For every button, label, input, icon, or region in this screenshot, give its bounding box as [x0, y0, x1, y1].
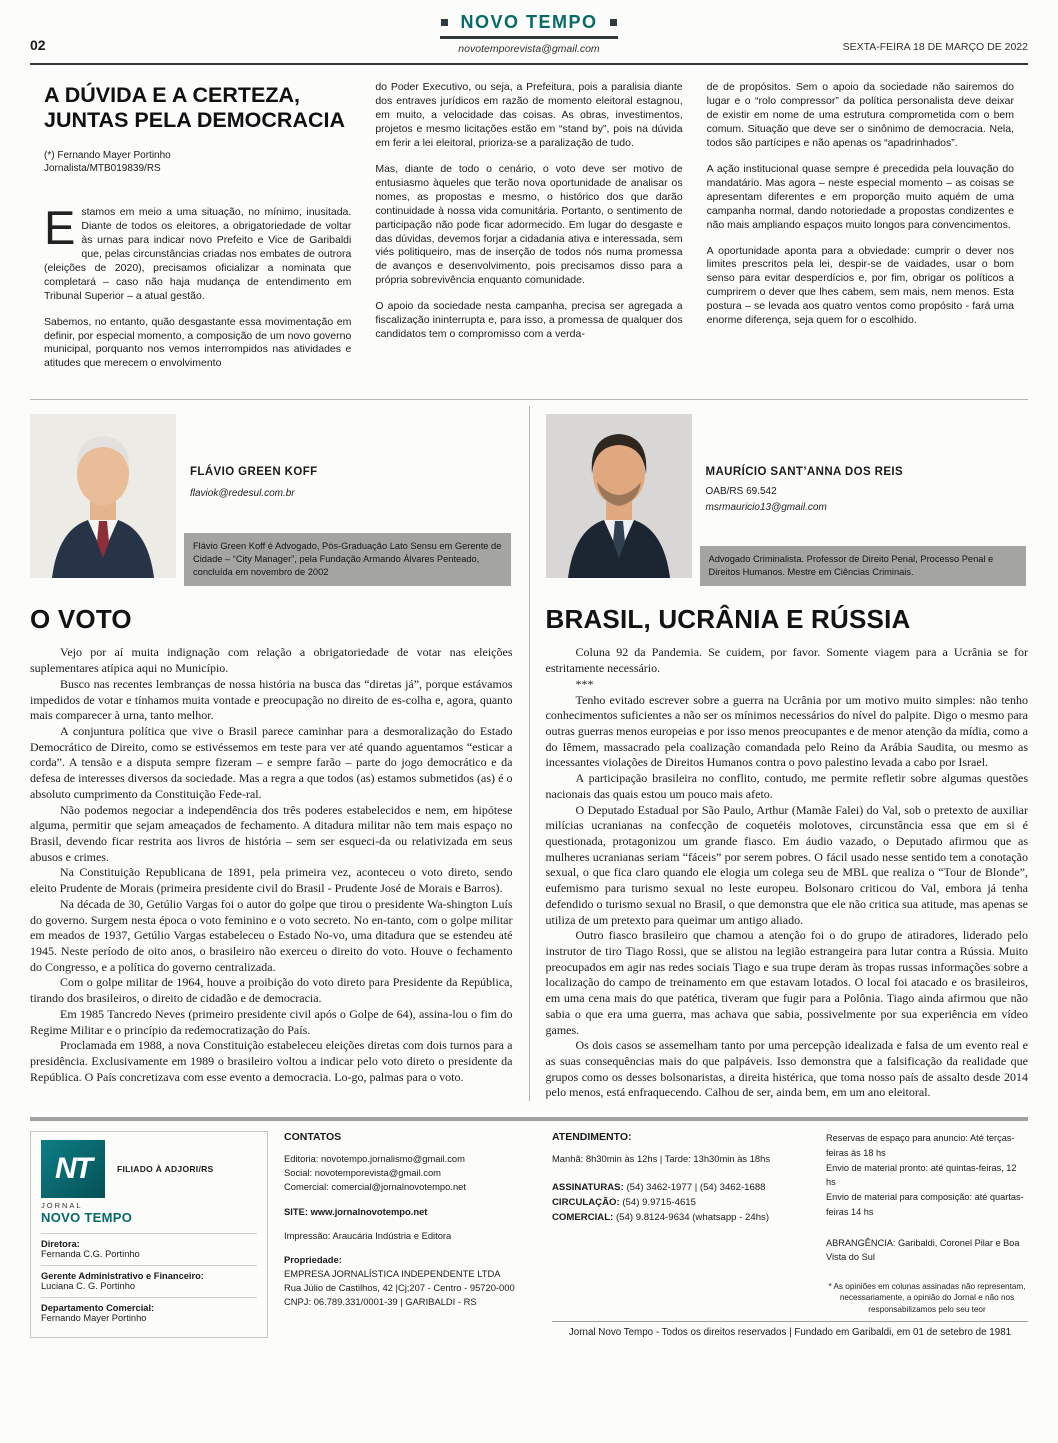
contact-line: Editoria: novotempo.jornalismo@gmail.com — [284, 1153, 465, 1165]
author-card-mauricio — [546, 410, 1029, 586]
logo-jornal-label: JORNAL — [41, 1201, 83, 1211]
footer-contatos — [284, 1131, 536, 1338]
lead-column-1 — [44, 81, 351, 383]
lead-article-title: A DÚVIDA E A CERTEZA, JUNTAS PELA DEMOCRACIA — [44, 83, 346, 132]
phone-value: (54) 3462-1977 | (54) 3462-1688 — [626, 1182, 766, 1194]
footer-masthead-block — [30, 1131, 268, 1338]
logo-caption — [41, 1201, 257, 1225]
voto-paragraph: Vejo por aí muita indignação com relação a obrigatoriedade de votar nas eleições suplementares atípica aqui no Município. — [30, 645, 513, 676]
author-name: MAURÍCIO SANT’ANNA DOS REIS — [705, 466, 904, 479]
brasil-paragraph: O Deputado Estadual por São Paulo, Arthur (Mamãe Falei) do Val, sob o pretexto de auxiliar milícias ucranianas na confecção de coquetéis molotoves, circunstância essa que em si é questionada, protagonizou um grande fiasco. Em áudio vazado, o Deputado afirmou que as mulheres ucranianas seriam “fáceis” por serem pobres. O fácil usado nesse sentido tem a conotação sexual, o que fica claro quando ele elogia um colega seu de MBL que realiza o “Tour de Blonde”, eufemismo para turismo sexual no leste europeu. Bolsonaro criticou do Val, embora já tenha defendido o turismo sexual no Brasil, o que demonstra que ele não critica sua atitude, mas apenas se utiliza de um pretexto para queimar um antigo aliado. — [545, 802, 1028, 927]
lead-paragraph: O apoio da sociedade nesta campanha, precisa ser agregada a fiscalização ininterrupta e, para isso, a promessa de qualquer dos candidatos tem o compromisso com a verda- — [375, 300, 683, 341]
staff-name: Fernando Mayer Portinho — [41, 1313, 147, 1324]
lead-paragraph: de de propósitos. Sem o apoio da sociedade não sairemos do lugar e o “rolo compressor” da política personalista deve deixar de existir em nome de uma estrutura comprometida com o bem comum. Situação que deve ser o sinônimo de democracia. Nela, todos são partícipes e não apenas os “apadrinhados”. — [706, 81, 1014, 149]
article-title-brasil: BRASIL, UCRÂNIA E RÚSSIA — [545, 604, 911, 635]
footer-atendimento — [552, 1131, 810, 1318]
propriedade-line: CNPJ: 06.789.331/0001-39 | GARIBALDI - RS — [284, 1296, 477, 1308]
lead-paragraph: A oportunidade aponta para a obviedade: cumprir o dever nos limites prescritos pela lei, despir-se de vaidades, usar o bom senso para evitar desperdícios e, por fim, obrigar os políticos a cumprirem o dever que lhes cabem, sem mais, nem menos. Esta postura – se levada aos quatro ventos como propósito - fará uma enorme diferença, seja quem for o escolhido. — [706, 244, 1014, 327]
lead-paragraph: do Poder Executivo, ou seja, a Prefeitura, pois a paralisia diante dos entraves jurídicos em razão de momento eleitoral estagnou, em muito, a velocidade das coisas. As obras, investimentos, projetos e mesmo licitações estão em “stand by”, pois na dúvida em ferir a lei eleitoral, prioriza-se a paralização de tudo. — [375, 81, 683, 149]
lead-paragraph: Mas, diante de todo o cenário, o voto deve ser motivo de entusiasmo àqueles que terão nova oportunidade de analisar os nomes, as propostas e mesmo, o histórico dos que darão continuidade à nossa vida comunitária. Portanto, o sentimento de participação não pode ficar adormecido. Em lugar do desgaste e das dúvidas, devemos forjar a cidadania ativa e interessada, sem viés politiqueiro, mas de inserção de todos nós numa promessa de avanços e desenvolvimento, pois precisamos disso para a própria sobrevivência enquanto comunidade. — [375, 162, 683, 287]
opinion-disclaimer: * As opiniões em colunas assinadas não representam, necessariamente, a opinião do Jornal e não nos responsabilizamos pelo seu teor — [828, 1281, 1026, 1314]
staff-entry — [41, 1297, 257, 1329]
staff-role: Gerente Administrativo e Financeiro: — [41, 1271, 204, 1282]
phone-label: CIRCULAÇÃO: — [552, 1197, 620, 1209]
masthead-dot-left-icon — [441, 19, 448, 26]
lead-byline-name: (*) Fernando Mayer Portinho — [44, 149, 171, 161]
article-brasil-body — [546, 645, 1029, 1101]
edition-date: SEXTA-FEIRA 18 DE MARÇO DE 2022 — [842, 41, 1028, 53]
phone-value: (54) 9.9715-4615 — [622, 1197, 696, 1209]
staff-role: Departamento Comercial: — [41, 1303, 155, 1314]
page-footer — [30, 1117, 1028, 1338]
lead-article — [30, 65, 1028, 400]
phone-label: ASSINATURAS: — [552, 1182, 624, 1194]
brasil-paragraph: Coluna 92 da Pandemia. Se cuidem, por favor. Somente viagem para a Ucrânia se for estritamente necessário. — [545, 645, 1028, 676]
author-card-flavio — [30, 410, 513, 586]
staff-role: Diretora: — [41, 1239, 80, 1250]
lead-byline — [44, 149, 351, 176]
voto-paragraph: Em 1985 Tancredo Neves (primeiro presidente civil após o Golpe de 64), assina-lou o fim do Regime Militar e o princípio da redemocratização do País. — [30, 1006, 513, 1037]
author-bio: Flávio Green Koff é Advogado, Pós-Graduação Lato Sensu em Gerente de Cidade – “City Manager”, pela Fundação Armando Álvares Penteado, concluída em novembro de 2002 — [184, 533, 511, 586]
propriedade-line: EMPRESA JORNALÍSTICA INDEPENDENTE LTDA — [284, 1267, 501, 1279]
lead-paragraph — [44, 200, 352, 304]
column-divider — [529, 406, 530, 1101]
lead-paragraph-text: stamos em meio a uma situação, no mínimo, inusitada. Diante de todos os eleitores, a obrigatoriedade de voltar às urnas para indicar novo Prefeito e Vice de Garibaldi que, pelas circunstâncias criadas nos embates de outrora (eleições de 2020), precisamos oficializar a nominata que completará – caso não haja mudança de entendimento em Tribunal Superior – a atual gestão. — [44, 205, 352, 302]
deadline-line: Envio de material pronto: até quintas-feiras, 12 hs — [826, 1162, 1017, 1188]
column-voto — [30, 406, 513, 1101]
author-bio: Advogado Criminalista. Professor de Direito Penal, Processo Penal e Direitos Humanos. Mestre em Ciências Criminais. — [700, 546, 1027, 586]
voto-paragraph: Na década de 30, Getúlio Vargas foi o autor do golpe que tirou o presidente Wa-shington Luís do governo. Surgem nesta época o voto feminino e o voto secreto. No en-tanto, com o golpe militar em meados de 1937, Getúlio Vargas estabeleceu o Estado No-vo, uma ditadura que se estendeu até 1945. Neste período de oito anos, o brasileiro não exerceu o direito do voto. Houve o fechamento do Congresso, e a política do governo centralizada. — [30, 896, 513, 974]
voto-paragraph: Na Constituição Republicana de 1891, pela primeira vez, aconteceu o voto direto, sendo eleito Prudente de Morais (primeira presidente civil do Brasil - Prudente José de Morais e Barros). — [30, 865, 513, 896]
brasil-paragraph: Tenho evitado escrever sobre a guerra na Ucrânia por um motivo muito simples: não tenho conhecimentos suficientes a não ser os mínimos necessários do nível do palpite. Digo o mesmo para outras guerras menos europeias e por isso menos preocupantes e de menor atenção da mídia, como a do Iêmem, massacrado pela coalização comandada pelo Reino da Arábia Saudita, ou mesmo as incessantes violações de Direitos Humanos contra o povo palestino levada a cabo por Israel. — [545, 692, 1028, 770]
voto-paragraph: Proclamada em 1988, a nova Constituição estabeleceu eleições diretas com dois turnos para a presidência. Exclusivamente em 1989 o brasileiro voltou a indicar pelo voto direto o presidente da República. O País concretizava com esse evento a democracia. Lo-go, palmas para o voto. — [30, 1038, 513, 1084]
atendimento-heading: ATENDIMENTO: — [552, 1131, 632, 1144]
footer-extras — [826, 1131, 1028, 1318]
phone-label: COMERCIAL: — [552, 1212, 614, 1224]
author-oab: OAB/RS 69.542 — [705, 486, 777, 498]
lead-paragraph: Sabemos, no entanto, quão desgastante essa movimentação em definir, por especial momento, a composição de um novo governo municipal, porquanto nos vemos interrompidos nas atividades e atitudes que merecem o envolvimento — [44, 315, 352, 370]
contact-line: Social: novotemporevista@gmail.com — [284, 1167, 441, 1179]
voto-paragraph: Busco nas recentes lembranças de nossa história na busca das “diretas já”, porque estávamos impedidos de votar e tínhamos muita vontade e preocupação no direito de es-colha e, agora, quanto mais comparecer à urna, tanto melhor. — [30, 676, 513, 723]
columns-section — [30, 400, 1028, 1101]
logo-nt-monogram: NT — [55, 1152, 91, 1186]
author-name: FLÁVIO GREEN KOFF — [190, 466, 318, 479]
article-title-voto: O VOTO — [30, 604, 132, 635]
staff-list — [41, 1233, 257, 1329]
phone-value: (54) 9.8124-9634 (whatsapp - 24hs) — [615, 1212, 770, 1224]
brasil-paragraph: A participação brasileira no conflito, contudo, me permite refletir sobre algumas questões nacionais das quais estou um pouco mais afeto. — [545, 771, 1028, 801]
author-email: flaviok@redesul.com.br — [190, 488, 295, 500]
voto-paragraph: A conjuntura política que vive o Brasil parece caminhar para a desmoralização do Estado Democrático de Direito, como se estivéssemos em teste para ver até quando aguentamos “esticar a corda”. A tensão e a disputa sempre fizeram – e sempre farão – parte do jogo democrático e da defesa de interesses diversos da sociedade. Mas a regra a que todos (as) estamos submetidos (as) é o absoluto cumprimento da Constituição Fede-ral. — [30, 723, 513, 801]
brasil-paragraph: Os dois casos se assemelham tanto por uma percepção idealizada e falsa de um evento real e as suas consequências mais do que palpáveis. Isso demonstra que a falsificação da realidade que grupos como os desses bolsonaristas, a direita histérica, que toma nosso país de assalto desde 2014 pelo menos, está enfraquecendo. Calhou de ser, ainda bem, em um ano eleitoral. — [545, 1038, 1028, 1100]
lead-byline-role: Jornalista/MTB019839/RS — [44, 163, 161, 175]
propriedade-line: Rua Júlio de Castilhos, 42 |Cj;207 - Centro - 95720-000 — [284, 1281, 515, 1293]
phone-row — [552, 1212, 810, 1223]
abrangencia-line: ABRANGÊNCIA: Garibaldi, Coronel Pilar e Boa Vista do Sul — [826, 1237, 1020, 1263]
staff-name: Luciana C. G. Portinho — [41, 1281, 136, 1292]
masthead-dot-right-icon — [610, 19, 617, 26]
lead-paragraph: A ação institucional quase sempre é precedida pela louvação do mandatário. Mas agora – neste especial momento – as coisas se apresentam diferentes e em proporção muito aquém de uma campanha normal, dando notoriedade a propostas condizentes e não mais ampliando espaços muito longos para convencimentos. — [706, 162, 1014, 231]
propriedade-label: Propriedade: — [284, 1253, 342, 1265]
masthead-rule — [440, 36, 618, 39]
contact-line: Comercial: comercial@jornalnovotempo.net — [284, 1181, 466, 1193]
affiliation-label: FILIADO À ADJORI/RS — [117, 1164, 214, 1175]
deadline-line: Envio de material para composição: até quartas-feiras 14 hs — [826, 1192, 1024, 1217]
article-voto-body — [30, 645, 513, 1085]
copyright-line: Jornal Novo Tempo - Todos os direitos reservados | Fundado em Garibaldi, em 01 de setebro de 1981 — [552, 1321, 1028, 1338]
phone-row — [552, 1182, 810, 1193]
lead-column-3 — [707, 81, 1014, 383]
staff-name: Fernanda C.G. Portinho — [41, 1249, 140, 1260]
hours-line: Manhã: 8h30min às 12hs | Tarde: 13h30min às 18hs — [552, 1153, 771, 1165]
logo-name-label: NOVO TEMPO — [41, 1210, 133, 1226]
page-header — [30, 8, 1028, 65]
author-email: msrmauricio13@gmail.com — [705, 502, 827, 514]
staff-entry — [41, 1233, 257, 1265]
novo-tempo-logo — [41, 1140, 105, 1198]
staff-entry — [41, 1265, 257, 1297]
brasil-paragraph: Outro fiasco brasileiro que chamou a atenção foi o do grupo de atiradores, liderado pelo instrutor de tiro Tiago Rossi, que se alistou na legião estrangeira para lutar contra a Rússia. Muito preocupados em agir nas redes sociais Tiago e sua trupe deram às tropas russas informações sobre a localização do campo de treinamento em que estavam lotados. O local foi atacado e os brasileiros, em uma cena mais do que patética, tiveram que fugir para a Polônia. Tiago ainda afirmou que não sabia o que era uma guerra, mas achava que sabia, possivelmente por sua experiência em vídeo games. — [545, 928, 1028, 1037]
masthead-email: novotemporevista@gmail.com — [458, 43, 600, 55]
page-number: 02 — [30, 37, 46, 53]
site-line: SITE: www.jornalnovotempo.net — [284, 1205, 428, 1217]
voto-paragraph: Não podemos negociar a independência dos três poderes estabelecidos e nem, em hipótese alguma, permitir que sejam ameaçados de fechamento. A ditadura militar não tem mais espaço no Brasil, devendo ficar restrita aos livros de história – sem ser esqueci-da ou relativizada em seus abusos e crimes. — [30, 802, 513, 864]
brasil-paragraph: *** — [575, 676, 594, 691]
impressao-line: Impressão: Araucária Indústria e Editora — [284, 1229, 452, 1241]
drop-cap: E — [44, 200, 76, 254]
deadline-line: Reservas de espaço para anuncio: Até terças-feiras às 18 hs — [826, 1133, 1015, 1158]
phone-row — [552, 1197, 810, 1208]
masthead-title: NOVO TEMPO — [460, 12, 598, 32]
lead-column-2 — [375, 81, 682, 383]
column-brasil — [546, 406, 1029, 1101]
author-photo-flavio — [30, 414, 176, 578]
voto-paragraph: Com o golpe militar de 1964, houve a proibição do voto direto para Presidente da República, tirando dos brasileiros, o direito de cidadão e de democracia. — [30, 975, 513, 1006]
author-photo-mauricio — [546, 414, 692, 578]
contatos-heading: CONTATOS — [284, 1131, 342, 1144]
